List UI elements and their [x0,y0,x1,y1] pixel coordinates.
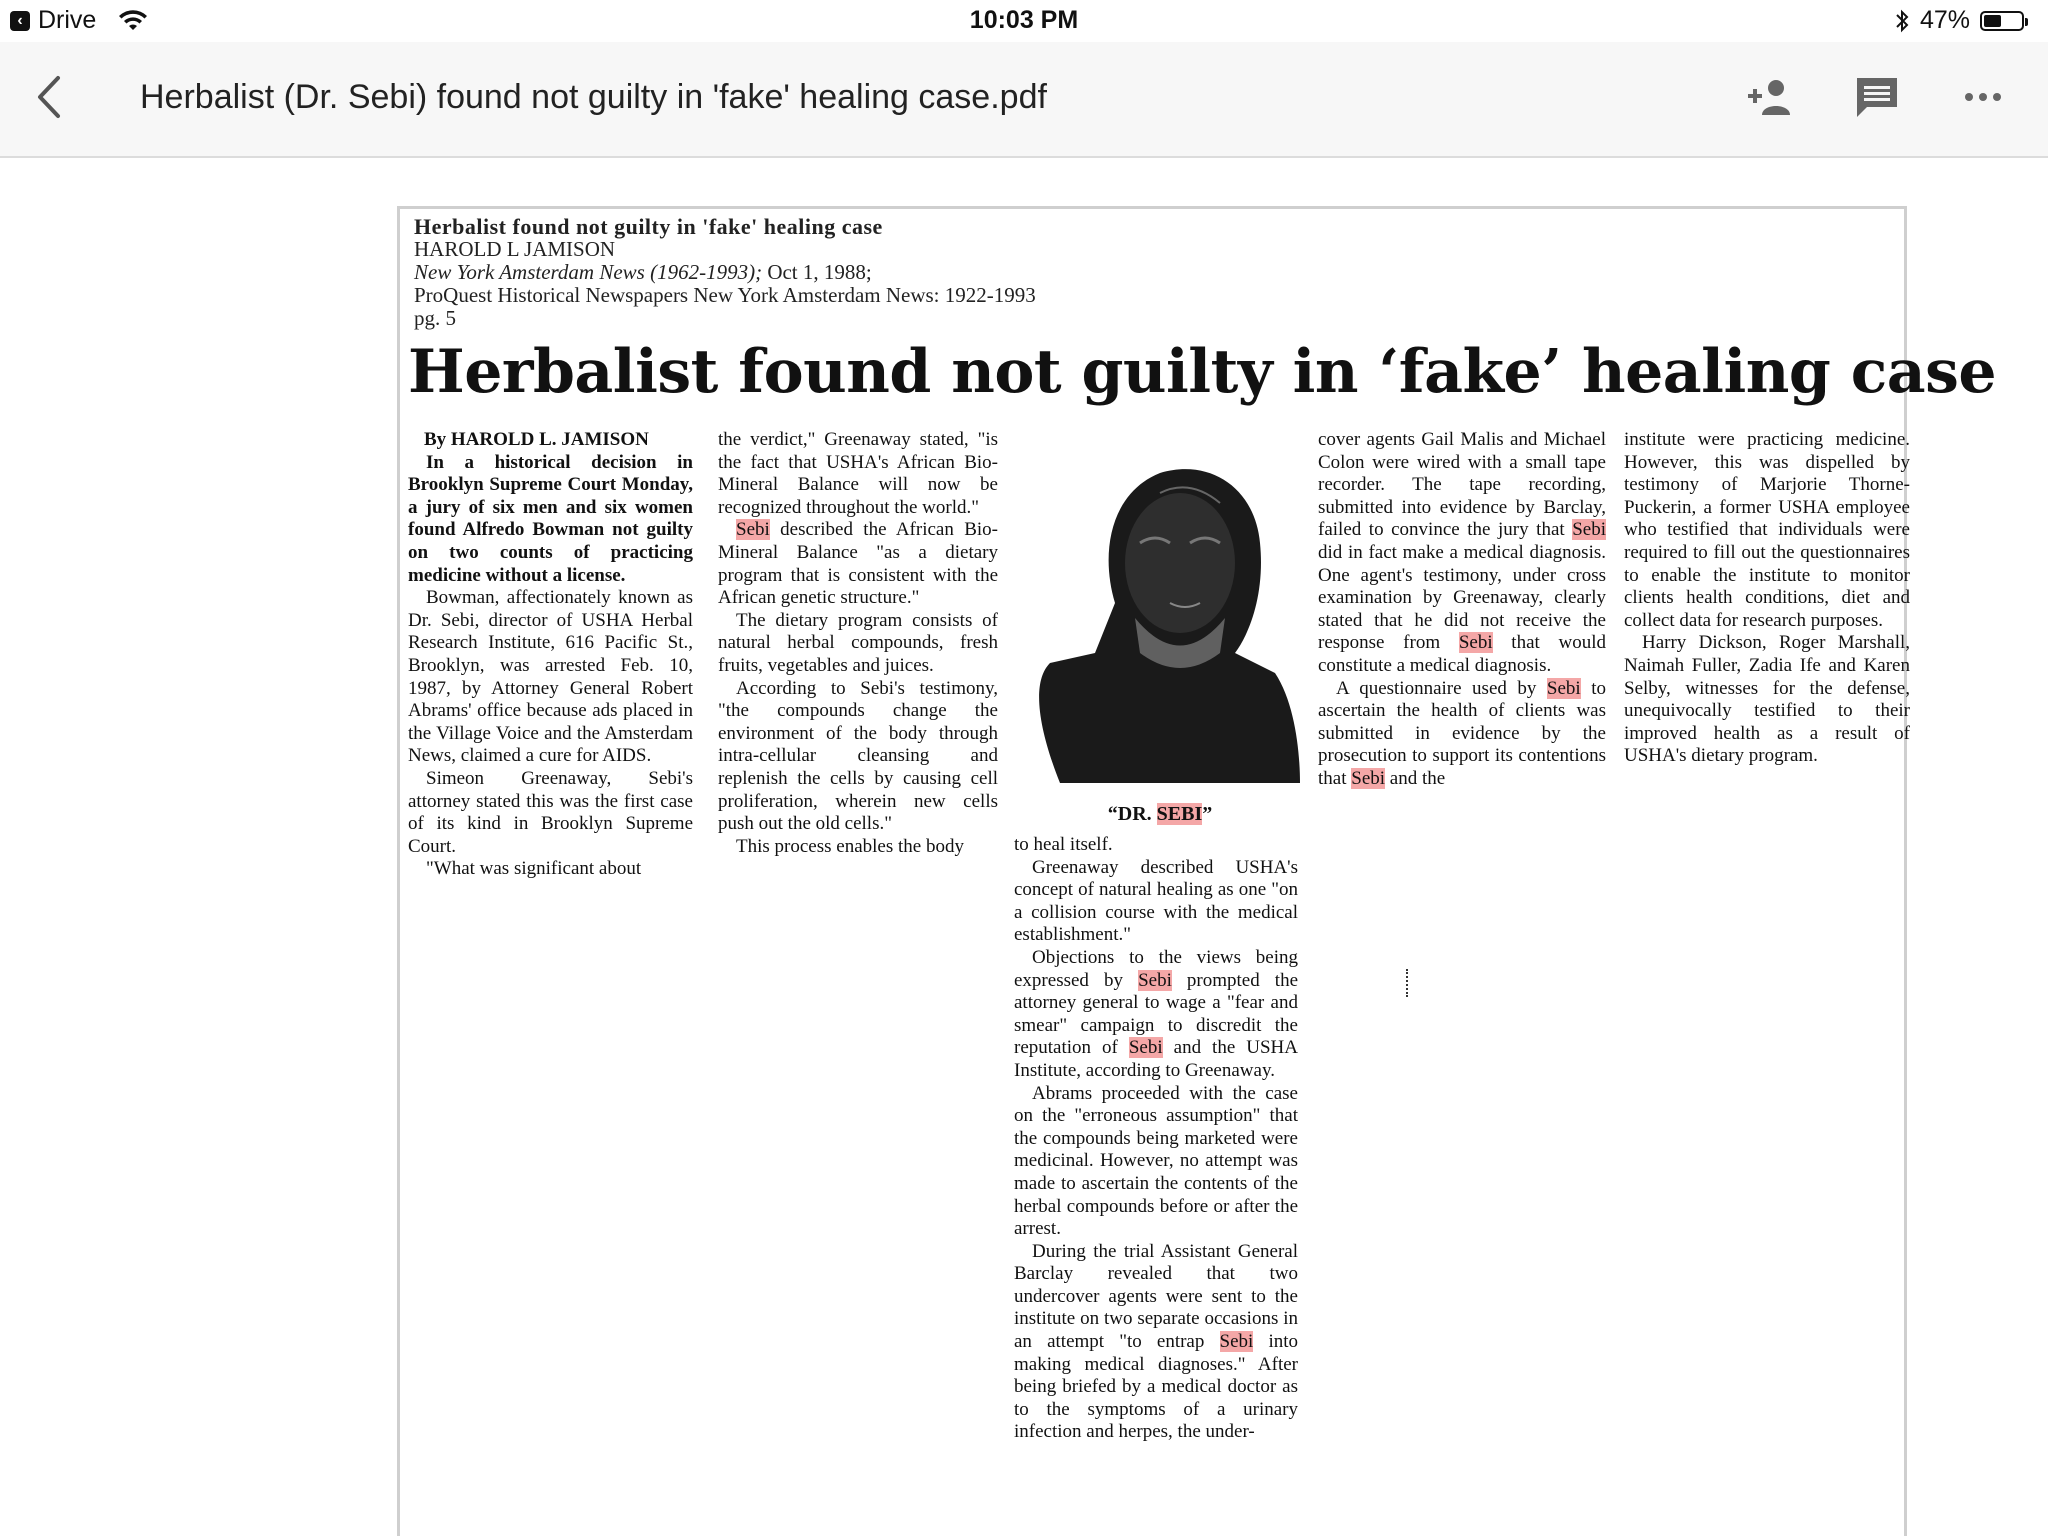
citation-publication: New York Amsterdam News (1962-1993); [414,260,763,284]
search-highlight[interactable]: Sebi [1572,519,1606,541]
back-to-app-icon[interactable]: ‹ [10,11,30,31]
paragraph: According to Sebi's testimony, "the compounds change the environment of the body through intra-cellular cleansing and replenish the cells by causing cell proliferation, wherein new cells push out the old cells." [718,677,998,835]
text-run: Objections to the views being expressed by [1014,946,1298,991]
paragraph [1318,678,1606,791]
more-options-button[interactable] [1958,72,2008,122]
column-rule-mark [1406,969,1410,997]
article-column-1 [408,429,693,881]
citation-header [414,215,1036,330]
citation-page: pg. 5 [414,306,456,330]
document-title: Herbalist (Dr. Sebi) found not guilty in 'fake' healing case.pdf [140,78,1047,116]
text-run: to ascertain the health of clients was submitted in evidence by the prosecution to support its contentions that [1318,677,1606,789]
caption-text: ” [1202,803,1213,825]
article-headline: Herbalist found not guilty in ‘fake’ healing case [408,337,1997,407]
battery-icon [1980,11,2024,31]
search-highlight[interactable]: SEBI [1156,803,1203,825]
article-column-5 [1624,429,1910,768]
paragraph: In a historical decision in Brooklyn Supreme Court Monday, a jury of six men and six women found Alfredo Bowman not guilty on two counts of practicing medicine without a license. [408,451,693,586]
article-column-3 [1014,834,1298,1444]
status-right [1894,6,2024,35]
text-run: prompted the attorney general to wage a "fear and smear" campaign to discredit the reputation of [1014,969,1299,1059]
search-highlight[interactable]: Sebi [1128,1037,1163,1059]
search-highlight[interactable]: Sebi [1546,677,1581,699]
paragraph [1014,1241,1298,1444]
byline: By HAROLD L. JAMISON [424,429,649,450]
article-column-4 [1318,429,1606,791]
caption-text: “DR. [1107,803,1157,825]
text-run: During the trial Assistant General Barclay revealed that two undercover agents were sent to the institute on two separate occasions in an attempt "to entrap [1014,1240,1298,1353]
add-person-icon [1746,77,1796,117]
text-run: cover agents Gail Malis and Michael Colon were wired with a small tape recorder. The tape recording, submitted into evidence by Barclay, failed to convince the jury that [1318,429,1606,541]
comment-icon [1855,75,1899,119]
search-highlight[interactable]: Sebi [1138,969,1172,991]
search-highlight[interactable]: Sebi [1458,632,1493,654]
paragraph: Greenaway described USHA's concept of natural healing as one "on a collision course with the medical establishment." [1014,856,1298,946]
back-button[interactable] [30,72,70,122]
text-run: did in fact make a medical diagnosis. One agent's testimony, under cross examination by Greenaway, clearly stated that he did not receive the response from [1318,541,1606,654]
paragraph: This process enables the body [736,835,964,857]
status-bar [0,0,2048,42]
text-run: into making medical diagnoses." After being briefed by a medical doctor as to the symptoms of a urinary infection and herpes, the under- [1014,1331,1299,1443]
paragraph: Harry Dickson, Roger Marshall, Naimah Fuller, Zadia Ife and Karen Selby, witnesses for the defense, unequivocally testified to their improved health as a result of USHA's dietary program. [1624,632,1910,767]
pdf-viewer[interactable] [0,158,2048,1536]
battery-percent: 47% [1919,6,1970,34]
back-app-label[interactable]: Drive [38,6,97,34]
paragraph: Bowman, affectionately known as Dr. Sebi, director of USHA Herbal Research Institute, 616 Pacific St., Brooklyn, was arrested Feb. 10, 1987, by Attorney General Robert Abrams' office because ads placed in the Village Voice and the Amsterdam News, claimed a cure for AIDS. [408,587,693,767]
more-horizontal-icon [1963,91,2003,103]
text-run: that would constitute a medical diagnosis. [1318,632,1606,676]
add-people-button[interactable] [1746,72,1796,122]
paragraph [1318,429,1606,678]
text-run: described the African Bio-Mineral Balance "as a dietary program that is consistent with the African genetic structure." [718,519,998,609]
pdf-page[interactable] [397,206,1997,1536]
search-highlight[interactable]: Sebi [736,519,770,541]
text-run: and the USHA Institute, according to Greenaway. [1014,1037,1298,1081]
text-run: A questionnaire used by [1336,677,1547,699]
citation-author: HAROLD L JAMISON [414,237,616,261]
citation-headline: Herbalist found not guilty in 'fake' healing case [414,214,883,239]
citation-date: Oct 1, 1988; [762,260,872,284]
search-highlight[interactable]: Sebi [1219,1331,1254,1353]
article-column-2 [718,429,998,858]
dr-sebi-photo [1020,433,1300,783]
search-highlight[interactable]: Sebi [1351,767,1386,789]
document-toolbar [0,42,2048,158]
status-time: 10:03 PM [969,6,1079,34]
paragraph [1014,947,1298,1083]
bluetooth-icon [1894,9,1910,33]
paragraph: institute were practicing medicine. However, this was dispelled by testimony of Marjorie Thorne-Puckerin, a former USHA employee who testified that individuals were required to fill out the questionnaires to enable the institute to monitor clients health conditions, diet and collect data for research purposes. [1624,429,1910,631]
paragraph [718,519,998,609]
comments-button[interactable] [1852,72,1902,122]
paragraph: the verdict," Greenaway stated, "is the fact that USHA's African Bio-Mineral Balance will now be recognized throughout the world." [718,429,998,518]
citation-source: ProQuest Historical Newspapers New York Amsterdam News: 1922-1993 [414,283,1036,307]
paragraph: "What was significant about [426,858,642,880]
citation-publication-line [414,261,1036,284]
paragraph: The dietary program consists of natural herbal compounds, fresh fruits, vegetables and juices. [718,609,998,676]
text-run: and the [1385,767,1446,789]
paragraph: Abrams proceeded with the case on the "erroneous assumption" that the compounds being marketed were medicinal. However, no attempt was made to ascertain the contents of the herbal compounds before or after the arrest. [1014,1082,1298,1240]
photo-caption [1020,803,1300,826]
paragraph: to heal itself. [1014,834,1113,855]
paragraph: Simeon Greenaway, Sebi's attorney stated this was the first case of its kind in Brooklyn Supreme Court. [408,767,693,857]
